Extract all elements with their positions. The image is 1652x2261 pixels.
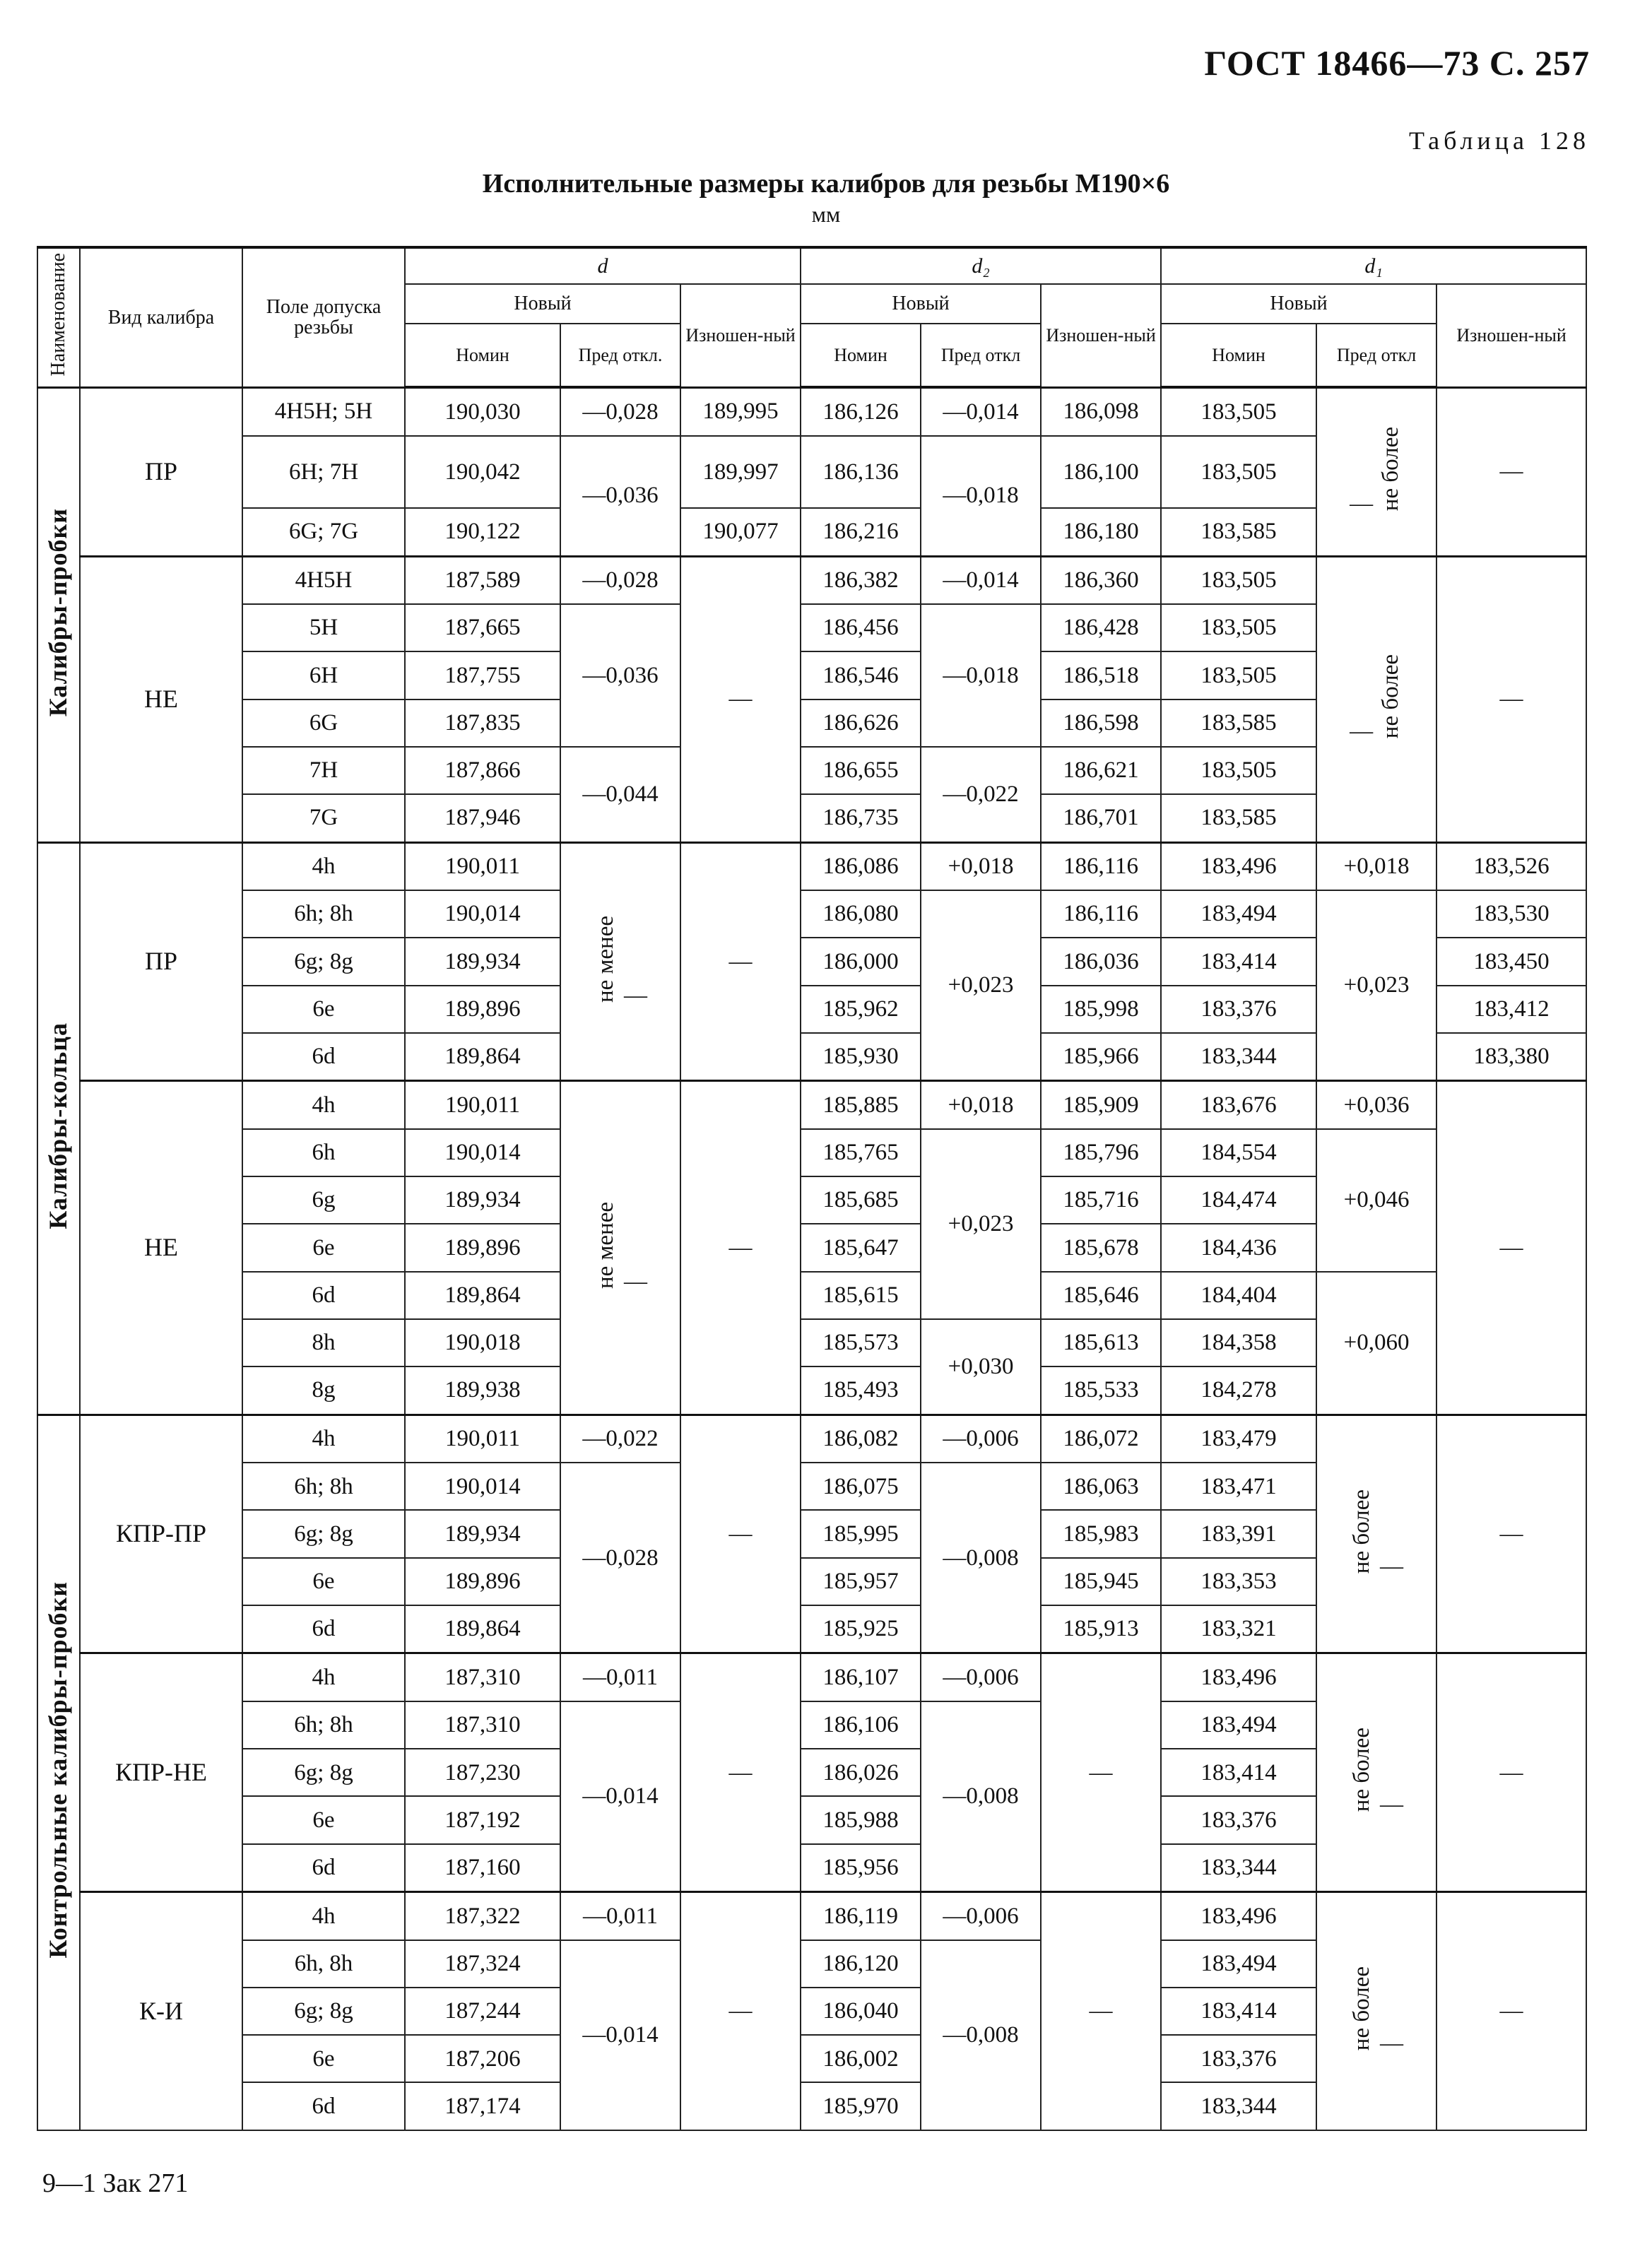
d2-worn-cell: 186,180 bbox=[1041, 508, 1161, 556]
d-nom-cell: 189,938 bbox=[405, 1366, 560, 1415]
d2-nom-cell: 186,546 bbox=[801, 651, 921, 699]
d2-dev-cell: —0,008 bbox=[921, 1940, 1041, 2130]
d-worn-cell: — bbox=[680, 1653, 801, 1892]
d-nom-cell: 187,192 bbox=[405, 1796, 560, 1843]
d2-nom-cell: 185,962 bbox=[801, 986, 921, 1033]
header-d1-dev: Пред откл bbox=[1316, 324, 1436, 387]
field-cell: 6h; 8h bbox=[242, 890, 405, 938]
d2-nom-cell: 186,082 bbox=[801, 1415, 921, 1463]
d2-dev-cell: +0,030 bbox=[921, 1319, 1041, 1415]
d-dev-cell: —0,014 bbox=[560, 1701, 680, 1892]
d1-dev-cell: — не более bbox=[1316, 556, 1436, 842]
field-cell: 6d bbox=[242, 1272, 405, 1319]
d2-nom-cell: 185,930 bbox=[801, 1033, 921, 1081]
d2-nom-cell: 186,655 bbox=[801, 747, 921, 794]
d-worn-cell: 189,997 bbox=[680, 436, 801, 508]
d1-dev-cell: +0,018 bbox=[1316, 842, 1436, 890]
field-cell: 6g; 8g bbox=[242, 1510, 405, 1557]
d2-worn-cell: 186,098 bbox=[1041, 387, 1161, 436]
d-nom-cell: 187,589 bbox=[405, 556, 560, 604]
field-cell: 4Н5Н; 5Н bbox=[242, 387, 405, 436]
field-cell: 6d bbox=[242, 1033, 405, 1081]
field-cell: 6е bbox=[242, 2035, 405, 2082]
d2-dev-cell: +0,018 bbox=[921, 842, 1041, 890]
d2-worn-cell: 186,701 bbox=[1041, 794, 1161, 842]
d1-worn-cell: 183,380 bbox=[1436, 1033, 1586, 1081]
d2-nom-cell: 185,573 bbox=[801, 1319, 921, 1366]
standard-reference: ГОСТ 18466—73 С. 257 bbox=[1204, 43, 1590, 83]
d1-nom-cell: 183,505 bbox=[1161, 387, 1316, 436]
d2-dev-cell: +0,023 bbox=[921, 1129, 1041, 1319]
header-d2-new: Новый bbox=[801, 284, 1041, 324]
d1-nom-cell: 184,436 bbox=[1161, 1224, 1316, 1271]
header-d1-worn: Изношен-ный bbox=[1436, 284, 1586, 387]
field-cell: 4h bbox=[242, 1081, 405, 1129]
d1-nom-cell: 183,496 bbox=[1161, 1892, 1316, 1940]
d1-nom-cell: 183,376 bbox=[1161, 2035, 1316, 2082]
d2-nom-cell: 186,040 bbox=[801, 1988, 921, 2035]
d-nom-cell: 187,244 bbox=[405, 1988, 560, 2035]
d-dev-cell: —0,028 bbox=[560, 387, 680, 436]
d2-nom-cell: 186,080 bbox=[801, 890, 921, 938]
d1-nom-cell: 184,474 bbox=[1161, 1176, 1316, 1224]
d1-nom-cell: 183,391 bbox=[1161, 1510, 1316, 1557]
header-d-new: Новый bbox=[405, 284, 680, 324]
d-dev-cell: не менее — bbox=[560, 1081, 680, 1415]
d2-dev-cell: —0,014 bbox=[921, 387, 1041, 436]
d2-dev-cell: —0,014 bbox=[921, 556, 1041, 604]
d2-worn-cell: 186,063 bbox=[1041, 1463, 1161, 1510]
kind-cell: К-И bbox=[80, 1892, 242, 2130]
d1-nom-cell: 183,494 bbox=[1161, 1701, 1316, 1749]
field-cell: 4h bbox=[242, 1653, 405, 1701]
d-dev-cell: —0,014 bbox=[560, 1940, 680, 2130]
d2-dev-cell: —0,006 bbox=[921, 1653, 1041, 1701]
header-d-worn: Изношен-ный bbox=[680, 284, 801, 387]
d2-worn-cell: 185,983 bbox=[1041, 1510, 1161, 1557]
d1-worn-cell: — bbox=[1436, 1081, 1586, 1415]
d1-dev-cell: +0,036 bbox=[1316, 1081, 1436, 1129]
d1-dev-cell: +0,060 bbox=[1316, 1272, 1436, 1415]
d-nom-cell: 187,755 bbox=[405, 651, 560, 699]
d-dev-cell: —0,022 bbox=[560, 1415, 680, 1463]
d2-nom-cell: 186,216 bbox=[801, 508, 921, 556]
d1-nom-cell: 183,353 bbox=[1161, 1558, 1316, 1605]
d2-nom-cell: 185,957 bbox=[801, 1558, 921, 1605]
d2-dev-cell: —0,018 bbox=[921, 604, 1041, 747]
d-dev-cell: —0,011 bbox=[560, 1653, 680, 1701]
d2-worn-cell: 185,613 bbox=[1041, 1319, 1161, 1366]
d2-worn-cell: — bbox=[1041, 1892, 1161, 2130]
d2-worn-cell: 186,100 bbox=[1041, 436, 1161, 508]
d-dev-cell: не менее — bbox=[560, 842, 680, 1081]
d1-nom-cell: 183,585 bbox=[1161, 794, 1316, 842]
d-nom-cell: 187,866 bbox=[405, 747, 560, 794]
field-cell: 4Н5Н bbox=[242, 556, 405, 604]
field-cell: 6Н; 7Н bbox=[242, 436, 405, 508]
header-d2: d₂ bbox=[801, 247, 1161, 284]
d1-nom-cell: 183,676 bbox=[1161, 1081, 1316, 1129]
d1-nom-cell: 184,278 bbox=[1161, 1366, 1316, 1415]
field-cell: 8g bbox=[242, 1366, 405, 1415]
header-name: Наименование bbox=[37, 247, 80, 387]
d1-worn-cell: — bbox=[1436, 556, 1586, 842]
d1-nom-cell: 184,358 bbox=[1161, 1319, 1316, 1366]
not-more-note: не более bbox=[1349, 1728, 1375, 1812]
group-label: Контрольные калибры-пробки bbox=[37, 1415, 80, 2130]
d2-dev-cell: —0,006 bbox=[921, 1415, 1041, 1463]
d2-worn-cell: 186,428 bbox=[1041, 604, 1161, 651]
d2-nom-cell: 185,647 bbox=[801, 1224, 921, 1271]
not-more-note: не более bbox=[1349, 1966, 1375, 2051]
d-dev-cell: —0,044 bbox=[560, 747, 680, 842]
field-cell: 6g; 8g bbox=[242, 1749, 405, 1796]
d2-worn-cell: 185,913 bbox=[1041, 1605, 1161, 1653]
field-cell: 6е bbox=[242, 986, 405, 1033]
d1-nom-cell: 183,414 bbox=[1161, 938, 1316, 985]
field-cell: 4h bbox=[242, 1892, 405, 1940]
d2-worn-cell: 186,116 bbox=[1041, 890, 1161, 938]
d2-nom-cell: 186,026 bbox=[801, 1749, 921, 1796]
d-nom-cell: 189,864 bbox=[405, 1272, 560, 1319]
d-worn-cell: — bbox=[680, 1415, 801, 1653]
field-cell: 4h bbox=[242, 1415, 405, 1463]
d2-worn-cell: 185,716 bbox=[1041, 1176, 1161, 1224]
d2-nom-cell: 186,456 bbox=[801, 604, 921, 651]
field-cell: 6Н bbox=[242, 651, 405, 699]
d1-nom-cell: 184,404 bbox=[1161, 1272, 1316, 1319]
d1-worn-cell: 183,450 bbox=[1436, 938, 1586, 985]
d2-worn-cell: 185,646 bbox=[1041, 1272, 1161, 1319]
d2-worn-cell: 186,072 bbox=[1041, 1415, 1161, 1463]
d-nom-cell: 190,014 bbox=[405, 1463, 560, 1510]
field-cell: 7Н bbox=[242, 747, 405, 794]
d1-nom-cell: 183,585 bbox=[1161, 699, 1316, 747]
d1-nom-cell: 183,471 bbox=[1161, 1463, 1316, 1510]
d-dev-cell: —0,036 bbox=[560, 436, 680, 556]
d1-worn-cell: — bbox=[1436, 1892, 1586, 2130]
d-nom-cell: 190,030 bbox=[405, 387, 560, 436]
d-nom-cell: 189,934 bbox=[405, 1176, 560, 1224]
d1-nom-cell: 183,414 bbox=[1161, 1749, 1316, 1796]
d1-nom-cell: 183,376 bbox=[1161, 986, 1316, 1033]
d1-nom-cell: 183,505 bbox=[1161, 604, 1316, 651]
d-nom-cell: 190,042 bbox=[405, 436, 560, 508]
d1-nom-cell: 183,494 bbox=[1161, 890, 1316, 938]
d2-nom-cell: 186,119 bbox=[801, 1892, 921, 1940]
d2-worn-cell: 185,945 bbox=[1041, 1558, 1161, 1605]
d-nom-cell: 187,665 bbox=[405, 604, 560, 651]
d2-nom-cell: 185,956 bbox=[801, 1844, 921, 1892]
d-worn-cell: 189,995 bbox=[680, 387, 801, 436]
header-d: d bbox=[405, 247, 801, 284]
d2-nom-cell: 186,126 bbox=[801, 387, 921, 436]
d-nom-cell: 190,014 bbox=[405, 1129, 560, 1176]
d2-nom-cell: 185,925 bbox=[801, 1605, 921, 1653]
d1-worn-cell: 183,530 bbox=[1436, 890, 1586, 938]
field-cell: 6h, 8h bbox=[242, 1940, 405, 1988]
d2-worn-cell: 186,621 bbox=[1041, 747, 1161, 794]
d2-dev-cell: —0,006 bbox=[921, 1892, 1041, 1940]
d2-nom-cell: 185,995 bbox=[801, 1510, 921, 1557]
d1-nom-cell: 183,496 bbox=[1161, 842, 1316, 890]
d-dev-cell: —0,028 bbox=[560, 1463, 680, 1653]
field-cell: 4h bbox=[242, 842, 405, 890]
d-nom-cell: 189,864 bbox=[405, 1033, 560, 1081]
table-unit: мм bbox=[811, 201, 841, 227]
not-less-note: не менее bbox=[593, 915, 619, 1003]
d1-nom-cell: 183,585 bbox=[1161, 508, 1316, 556]
d2-nom-cell: 186,075 bbox=[801, 1463, 921, 1510]
d2-worn-cell: 186,598 bbox=[1041, 699, 1161, 747]
header-d1: d₁ bbox=[1161, 247, 1586, 284]
header-field: Поле допуска резьбы bbox=[242, 247, 405, 387]
d1-worn-cell: 183,412 bbox=[1436, 986, 1586, 1033]
d2-dev-cell: —0,008 bbox=[921, 1463, 1041, 1653]
field-cell: 6h bbox=[242, 1129, 405, 1176]
header-d1-new: Новый bbox=[1161, 284, 1436, 324]
d2-nom-cell: 185,765 bbox=[801, 1129, 921, 1176]
d-worn-cell: 190,077 bbox=[680, 508, 801, 556]
d2-dev-cell: +0,023 bbox=[921, 890, 1041, 1081]
header-d-dev: Пред откл. bbox=[560, 324, 680, 387]
d1-worn-cell: 183,526 bbox=[1436, 842, 1586, 890]
field-cell: 6g bbox=[242, 1176, 405, 1224]
d-nom-cell: 187,324 bbox=[405, 1940, 560, 1988]
d1-dev-cell: — не более bbox=[1316, 387, 1436, 556]
d1-nom-cell: 183,496 bbox=[1161, 1653, 1316, 1701]
d1-nom-cell: 183,505 bbox=[1161, 747, 1316, 794]
d1-nom-cell: 183,505 bbox=[1161, 651, 1316, 699]
d2-worn-cell: 185,909 bbox=[1041, 1081, 1161, 1129]
field-cell: 6h; 8h bbox=[242, 1463, 405, 1510]
d-dev-cell: —0,028 bbox=[560, 556, 680, 604]
field-cell: 6d bbox=[242, 2082, 405, 2130]
d-nom-cell: 189,896 bbox=[405, 1224, 560, 1271]
d1-nom-cell: 183,344 bbox=[1161, 1033, 1316, 1081]
kind-cell: ПР bbox=[80, 387, 242, 556]
d-nom-cell: 189,896 bbox=[405, 1558, 560, 1605]
field-cell: 6е bbox=[242, 1224, 405, 1271]
not-less-note: не менее bbox=[593, 1201, 619, 1289]
field-cell: 6g; 8g bbox=[242, 1988, 405, 2035]
d-nom-cell: 190,011 bbox=[405, 1081, 560, 1129]
d-nom-cell: 189,896 bbox=[405, 986, 560, 1033]
field-cell: 6G bbox=[242, 699, 405, 747]
field-cell: 8h bbox=[242, 1319, 405, 1366]
d2-nom-cell: 186,626 bbox=[801, 699, 921, 747]
not-more-note: не более bbox=[1378, 427, 1404, 512]
d2-worn-cell: 185,678 bbox=[1041, 1224, 1161, 1271]
d1-dev-cell: не более — bbox=[1316, 1653, 1436, 1892]
d-nom-cell: 190,018 bbox=[405, 1319, 560, 1366]
d-nom-cell: 187,174 bbox=[405, 2082, 560, 2130]
d-worn-cell: — bbox=[680, 556, 801, 842]
d2-nom-cell: 186,106 bbox=[801, 1701, 921, 1749]
d2-nom-cell: 186,382 bbox=[801, 556, 921, 604]
d1-nom-cell: 183,505 bbox=[1161, 436, 1316, 508]
d-nom-cell: 187,946 bbox=[405, 794, 560, 842]
field-cell: 6d bbox=[242, 1844, 405, 1892]
d1-dev-cell: +0,023 bbox=[1316, 890, 1436, 1081]
field-cell: 6е bbox=[242, 1558, 405, 1605]
table-title: Исполнительные размеры калибров для резьбы М190×6 bbox=[482, 169, 1170, 199]
header-d1-nom: Номин bbox=[1161, 324, 1316, 387]
d1-worn-cell: — bbox=[1436, 1653, 1586, 1892]
d-nom-cell: 187,230 bbox=[405, 1749, 560, 1796]
d-nom-cell: 187,310 bbox=[405, 1653, 560, 1701]
d1-worn-cell: — bbox=[1436, 1415, 1586, 1653]
kind-cell: КПР-ПР bbox=[80, 1415, 242, 1653]
d2-nom-cell: 185,885 bbox=[801, 1081, 921, 1129]
header-d-nom: Номин bbox=[405, 324, 560, 387]
d2-nom-cell: 186,136 bbox=[801, 436, 921, 508]
header-d2-worn: Изношен-ный bbox=[1041, 284, 1161, 387]
d-worn-cell: — bbox=[680, 842, 801, 1081]
group-label: Калибры-пробки bbox=[37, 387, 80, 842]
d1-dev-cell: не более — bbox=[1316, 1415, 1436, 1653]
d2-worn-cell: 186,518 bbox=[1041, 651, 1161, 699]
header-d2-dev: Пред откл bbox=[921, 324, 1041, 387]
d2-nom-cell: 186,002 bbox=[801, 2035, 921, 2082]
d-nom-cell: 190,122 bbox=[405, 508, 560, 556]
d1-nom-cell: 183,414 bbox=[1161, 1988, 1316, 2035]
d2-nom-cell: 185,970 bbox=[801, 2082, 921, 2130]
d1-nom-cell: 183,321 bbox=[1161, 1605, 1316, 1653]
d-nom-cell: 189,864 bbox=[405, 1605, 560, 1653]
d-nom-cell: 187,322 bbox=[405, 1892, 560, 1940]
kind-cell: ПР bbox=[80, 842, 242, 1081]
d-nom-cell: 189,934 bbox=[405, 1510, 560, 1557]
d-dev-cell: —0,036 bbox=[560, 604, 680, 747]
d-nom-cell: 190,011 bbox=[405, 842, 560, 890]
field-cell: 6g; 8g bbox=[242, 938, 405, 985]
d2-dev-cell: —0,022 bbox=[921, 747, 1041, 842]
d2-worn-cell: 185,796 bbox=[1041, 1129, 1161, 1176]
group-label: Калибры-кольца bbox=[37, 842, 80, 1415]
field-cell: 7G bbox=[242, 794, 405, 842]
kind-cell: НЕ bbox=[80, 556, 242, 842]
header-d2-nom: Номин bbox=[801, 324, 921, 387]
d-nom-cell: 190,011 bbox=[405, 1415, 560, 1463]
d1-nom-cell: 183,344 bbox=[1161, 1844, 1316, 1892]
field-cell: 6е bbox=[242, 1796, 405, 1843]
d-nom-cell: 189,934 bbox=[405, 938, 560, 985]
d2-nom-cell: 186,735 bbox=[801, 794, 921, 842]
d2-nom-cell: 186,000 bbox=[801, 938, 921, 985]
d1-nom-cell: 183,494 bbox=[1161, 1940, 1316, 1988]
not-more-note: не более bbox=[1349, 1489, 1375, 1574]
d2-nom-cell: 186,120 bbox=[801, 1940, 921, 1988]
header-kind: Вид калибра bbox=[80, 247, 242, 387]
d-worn-cell: — bbox=[680, 1892, 801, 2130]
d-nom-cell: 190,014 bbox=[405, 890, 560, 938]
d2-worn-cell: 185,533 bbox=[1041, 1366, 1161, 1415]
d1-nom-cell: 184,554 bbox=[1161, 1129, 1316, 1176]
d2-nom-cell: 185,685 bbox=[801, 1176, 921, 1224]
d2-nom-cell: 185,988 bbox=[801, 1796, 921, 1843]
d2-dev-cell: —0,008 bbox=[921, 1701, 1041, 1892]
print-order-footer: 9—1 Зак 271 bbox=[42, 2168, 189, 2198]
field-cell: 6d bbox=[242, 1605, 405, 1653]
field-cell: 6G; 7G bbox=[242, 508, 405, 556]
d2-nom-cell: 185,615 bbox=[801, 1272, 921, 1319]
d2-worn-cell: 185,966 bbox=[1041, 1033, 1161, 1081]
d-dev-cell: —0,011 bbox=[560, 1892, 680, 1940]
gauge-dimensions-table bbox=[37, 246, 1587, 2131]
d1-nom-cell: 183,479 bbox=[1161, 1415, 1316, 1463]
d2-worn-cell: — bbox=[1041, 1653, 1161, 1892]
d2-dev-cell: +0,018 bbox=[921, 1081, 1041, 1129]
d-nom-cell: 187,160 bbox=[405, 1844, 560, 1892]
d2-worn-cell: 185,998 bbox=[1041, 986, 1161, 1033]
d2-nom-cell: 186,107 bbox=[801, 1653, 921, 1701]
not-more-note: не более bbox=[1378, 654, 1404, 739]
kind-cell: КПР-НЕ bbox=[80, 1653, 242, 1892]
d1-nom-cell: 183,344 bbox=[1161, 2082, 1316, 2130]
field-cell: 6h; 8h bbox=[242, 1701, 405, 1749]
d-nom-cell: 187,206 bbox=[405, 2035, 560, 2082]
table-number: Таблица 128 bbox=[1409, 126, 1590, 155]
d1-worn-cell: — bbox=[1436, 387, 1586, 556]
d2-dev-cell: —0,018 bbox=[921, 436, 1041, 556]
field-cell: 5Н bbox=[242, 604, 405, 651]
d2-worn-cell: 186,360 bbox=[1041, 556, 1161, 604]
d2-worn-cell: 186,036 bbox=[1041, 938, 1161, 985]
kind-cell: НЕ bbox=[80, 1081, 242, 1415]
d2-nom-cell: 185,493 bbox=[801, 1366, 921, 1415]
d2-worn-cell: 186,116 bbox=[1041, 842, 1161, 890]
d1-nom-cell: 183,376 bbox=[1161, 1796, 1316, 1843]
d1-dev-cell: не более — bbox=[1316, 1892, 1436, 2130]
d-nom-cell: 187,310 bbox=[405, 1701, 560, 1749]
d1-nom-cell: 183,505 bbox=[1161, 556, 1316, 604]
d-worn-cell: — bbox=[680, 1081, 801, 1415]
d1-dev-cell: +0,046 bbox=[1316, 1129, 1436, 1272]
d-nom-cell: 187,835 bbox=[405, 699, 560, 747]
d2-nom-cell: 186,086 bbox=[801, 842, 921, 890]
